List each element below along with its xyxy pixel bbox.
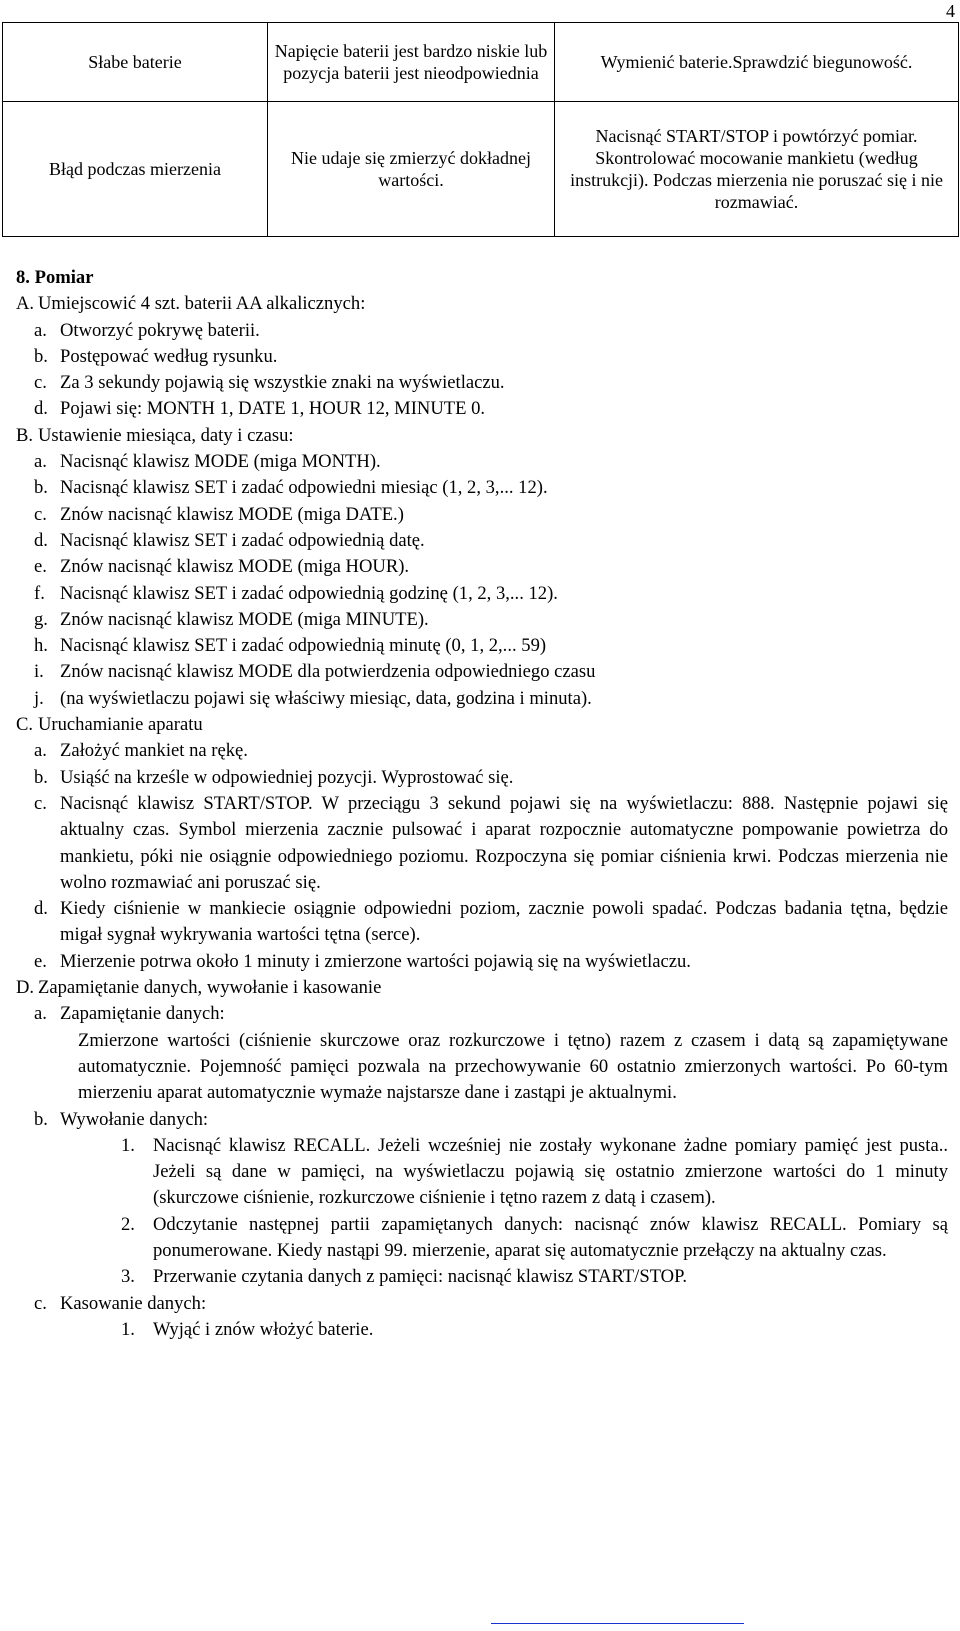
cause-cell: Nie udaje się zmierzyć dokładnej wartości. [268,102,555,237]
list-item [16,449,948,475]
item-text: Znów nacisnąć klawisz MODE (miga DATE.) [60,503,404,525]
measurement-section [16,265,948,1343]
item-marker: a. [34,1003,47,1025]
cause-cell: Napięcie baterii jest bardzo niskie lub pozycja baterii jest nieodpowiednia [268,23,555,102]
item-marker: d. [34,898,48,920]
item-text: Znów nacisnąć klawisz MODE (miga MINUTE). [60,608,429,630]
item-marker: 3. [121,1266,135,1288]
subsection-text: Uruchamianie aparatu [38,714,203,736]
item-marker: 1. [121,1134,135,1156]
item-text: Pojawi się: MONTH 1, DATE 1, HOUR 12, MINUTE 0. [60,398,486,420]
list-item [16,1264,948,1290]
list-item [16,765,948,791]
subsection-a-list [16,318,948,423]
item-text: Usiąść na krześle w odpowiedniej pozycji. Wyprostować się. [60,766,514,788]
subsection-d-heading [16,975,948,1001]
list-item [16,1212,948,1265]
list-item [16,370,948,396]
item-text: Nacisnąć klawisz RECALL. Jeżeli wcześniej nie zostały wykonane żadne pomiary pamięć jest pusta.. Jeżeli są dane w pamięci, na wyświetlaczu pojawią się ostatnio zmierzone wartości do 1 minuty (skurczowe ciśnienie, rozkurczowe ciśnienie i tętno razem z datą i czasem). [153,1134,948,1209]
list-item [16,659,948,685]
list-item [16,581,948,607]
item-text: Kasowanie danych: [60,1292,207,1314]
item-text: Nacisnąć klawisz SET i zadać odpowiednią datę. [60,529,425,551]
list-item [16,738,948,764]
item-marker: c. [34,792,47,814]
list-item [16,607,948,633]
item-text: Wyjąć i znów włożyć baterie. [153,1318,374,1340]
list-item [16,318,948,344]
item-text: Nacisnąć klawisz SET i zadać odpowiedni miesiąc (1, 2, 3,... 12). [60,477,548,499]
subsection-a-heading [16,291,948,317]
item-text: Założyć mankiet na rękę. [60,740,248,762]
subsection-marker: D. [16,977,35,999]
item-text: Przerwanie czytania danych z pamięci: nacisnąć klawisz START/STOP. [153,1266,688,1288]
problem-cell: Słabe baterie [3,23,268,102]
subsection-text: Umiejscowić 4 szt. baterii AA alkalicznych: [38,293,366,315]
item-text: Otworzyć pokrywę baterii. [60,319,260,341]
list-item [16,791,948,896]
subsection-b-list [16,449,948,712]
item-marker: e. [34,556,47,578]
list-item [16,686,948,712]
footer-link-line [491,1623,744,1624]
item-marker: a. [34,319,47,341]
list-item [16,1291,948,1317]
item-text: Kiedy ciśnienie w mankiecie osiągnie odpowiedni poziom, zacznie powoli spadać. Podczas badania tętna, będzie migał sygnał wykrywania wartości tętna (serce). [60,898,948,946]
item-text: Nacisnąć klawisz START/STOP. W przeciągu 3 sekund pojawi się na wyświetlaczu: 888. Następnie pojawi się aktualny czas. Symbol mierzenia zacznie pulsować i aparat rozpocznie automatyczne pompowanie powietrza do mankietu, póki nie osiągnie odpowiedniego poziomu. Rozpoczyna się pomiar ciśnienia krwi. Podczas mierzenia nie wolno rozmawiać ani poruszać się. [60,792,948,893]
subsection-c-heading [16,712,948,738]
list-item [16,1133,948,1212]
item-marker: c. [34,1292,47,1314]
remedy-cell: Wymienić baterie.Sprawdzić biegunowość. [555,23,959,102]
delete-list [16,1317,948,1343]
list-item [16,896,948,949]
list-item [16,1001,948,1027]
item-marker: a. [34,740,47,762]
item-text: Nacisnąć klawisz SET i zadać odpowiednią minutę (0, 1, 2,... 59) [60,635,547,657]
item-text: Odczytanie następnej partii zapamiętanych danych: nacisnąć znów klawisz RECALL. Pomiary są ponumerowane. Kiedy nastąpi 99. mierzenie, aparat się automatycznie przełączy na aktualny czas. [153,1213,948,1261]
item-text: Znów nacisnąć klawisz MODE dla potwierdzenia odpowiedniego czasu [60,661,596,683]
item-text: Znów nacisnąć klawisz MODE (miga HOUR). [60,556,410,578]
list-item [16,633,948,659]
item-marker: b. [34,345,48,367]
item-marker: g. [34,608,48,630]
item-marker: 1. [121,1318,135,1340]
item-text: Wywołanie danych: [60,1108,209,1130]
subsection-marker: A. [16,293,35,315]
recall-list [16,1133,948,1291]
item-text: Nacisnąć klawisz MODE (miga MONTH). [60,451,381,473]
list-item [16,1317,948,1343]
subsection-text: Ustawienie miesiąca, daty i czasu: [38,424,294,446]
item-text: Zapamiętanie danych: [60,1003,225,1025]
item-marker: j. [34,687,44,709]
subsection-text: Zapamiętanie danych, wywołanie i kasowanie [38,977,382,999]
subsection-marker: C. [16,714,34,736]
item-marker: e. [34,950,47,972]
subsection-b-heading [16,423,948,449]
item-marker: f. [34,582,45,604]
list-item [16,949,948,975]
list-item [16,554,948,580]
section-title: 8. Pomiar [16,267,94,288]
list-item [16,344,948,370]
item-text: Mierzenie potrwa około 1 minuty i zmierzone wartości pojawią się na wyświetlaczu. [60,950,691,972]
item-marker: 2. [121,1213,135,1235]
list-item [16,1107,948,1133]
subsection-c-list [16,738,948,975]
item-text: (na wyświetlaczu pojawi się właściwy miesiąc, data, godzina i minuta). [60,687,592,709]
item-marker: b. [34,477,48,499]
item-marker: d. [34,398,48,420]
item-text: Nacisnąć klawisz SET i zadać odpowiednią godzinę (1, 2, 3,... 12). [60,582,558,604]
table-row [3,102,959,237]
troubleshooting-table [2,22,959,237]
item-marker: b. [34,766,48,788]
item-marker: d. [34,529,48,551]
list-item [16,528,948,554]
list-item [16,502,948,528]
table-row [3,23,959,102]
memory-paragraph: Zmierzone wartości (ciśnienie skurczowe oraz rozkurczowe i tętno) razem z czasem i datą są zapamiętywane automatycznie. Pojemność pamięci pozwala na przechowywanie 60 ostatnio zmierzonych wartości. Po 60-tym mierzeniu aparat automatycznie wymaże najstarsze dane i zastąpi je aktualnymi. [78,1029,948,1104]
item-text: Za 3 sekundy pojawią się wszystkie znaki na wyświetlaczu. [60,372,505,394]
list-item [16,475,948,501]
item-marker: i. [34,661,44,683]
item-marker: h. [34,635,48,657]
item-marker: a. [34,451,47,473]
remedy-cell: Nacisnąć START/STOP i powtórzyć pomiar. Skontrolować mocowanie mankietu (według instrukcji). Podczas mierzenia nie poruszać się i nie rozmawiać. [555,102,959,237]
item-marker: c. [34,503,47,525]
item-marker: b. [34,1108,48,1130]
item-text: Postępować według rysunku. [60,345,278,367]
subsection-marker: B. [16,424,34,446]
list-item [16,396,948,422]
problem-cell: Błąd podczas mierzenia [3,102,268,237]
item-marker: c. [34,372,47,394]
page-number: 4 [946,1,955,21]
